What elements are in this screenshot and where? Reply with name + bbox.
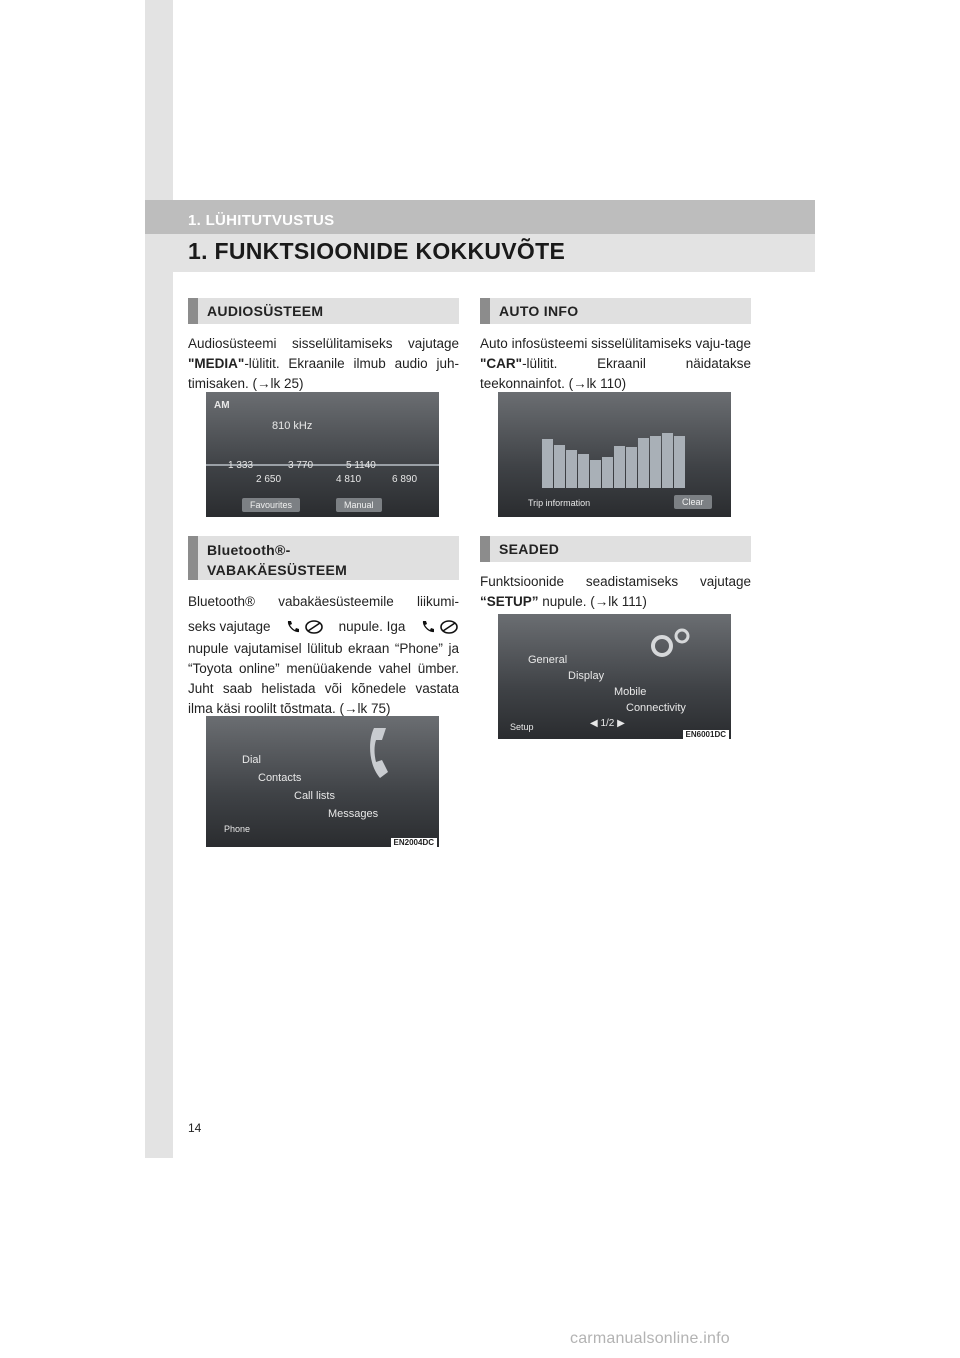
trip-bar (626, 447, 637, 488)
heading-label (207, 540, 347, 580)
section-heading-bluetooth (188, 536, 459, 580)
trip-bar (602, 457, 613, 489)
trip-bar (590, 460, 601, 488)
trip-bar (662, 433, 673, 488)
pager-value: 1/2 (600, 718, 615, 729)
settings-screenshot (498, 614, 731, 739)
settings-paragraph (480, 572, 751, 612)
audio-frequency: 810 kHz (272, 420, 313, 432)
page-side-strip (145, 0, 173, 1158)
auto-info-key: "CAR" (480, 356, 523, 371)
trip-bar (566, 450, 577, 489)
gear-icon (648, 626, 694, 662)
trip-bar (614, 446, 625, 488)
auto-info-screenshot (498, 392, 731, 517)
auto-info-text-b: -lülitit. Ekraanil näidatakse teekonnainfot. (→lk 110) (480, 356, 751, 391)
setup-menu-item: Connectivity (626, 702, 686, 714)
audio-preset: 3 770 (288, 460, 314, 471)
auto-info-paragraph (480, 334, 751, 394)
audio-preset: 4 810 (336, 474, 362, 485)
audio-paragraph (188, 334, 459, 394)
trip-bar (554, 445, 565, 488)
auto-info-text-a: Auto infosüsteemi sisselülitamiseks vaju-tage (480, 336, 751, 351)
phone-switch-icon (285, 619, 324, 635)
bluetooth-paragraph (188, 592, 459, 719)
phone-menu-item: Messages (328, 808, 379, 820)
audio-key: "MEDIA" (188, 356, 245, 371)
heading-marker (188, 298, 198, 324)
trip-info-label: Trip information (528, 498, 591, 508)
section-heading-settings (480, 536, 751, 562)
settings-text-a: Funktsioonide seadistamiseks vajutage (480, 574, 751, 589)
trip-bar (578, 454, 589, 488)
handset-icon (366, 724, 406, 784)
settings-text-b: nupule. (→lk 111) (538, 594, 647, 609)
phone-menu-item: Call lists (294, 790, 335, 802)
trip-bar (542, 439, 553, 488)
audio-screenshot (206, 392, 439, 517)
phone-switch-icon (420, 619, 459, 635)
setup-menu-item: Display (568, 670, 605, 682)
setup-footer-label: Setup (510, 722, 534, 732)
bluetooth-text: nupule. Iga (338, 619, 406, 634)
audio-text-b: -lülitit. Ekraanile ilmub audio juh-timisaken. (→lk 25) (188, 356, 459, 391)
audio-text-a: Audiosüsteemi sisselülitamiseks vajutage (188, 336, 459, 351)
phone-footer-label: Phone (224, 824, 251, 834)
heading-label: SEADED (499, 541, 560, 557)
image-code: EN6001DC (683, 730, 729, 739)
heading-line: VABAKÄESÜSTEEM (207, 562, 348, 578)
bluetooth-line1: Bluetooth® vabakäesüsteemile liikumi- (188, 594, 459, 609)
trip-bar (638, 438, 649, 488)
audio-manual-button: Manual (336, 498, 382, 512)
setup-menu-item: Mobile (614, 686, 647, 698)
chapter-label: 1. LÜHITUTVUSTUS (188, 212, 335, 229)
audio-preset: 5 1140 (346, 460, 376, 471)
bluetooth-screenshot (206, 716, 439, 847)
trip-bar (674, 436, 685, 488)
heading-marker (480, 298, 490, 324)
setup-menu-item: General (528, 654, 568, 666)
trip-clear-button: Clear (674, 495, 712, 509)
heading-line: Bluetooth®- (207, 542, 291, 558)
page-number: 14 (188, 1121, 202, 1135)
audio-favourites-button: Favourites (242, 498, 300, 512)
section-heading-auto-info (480, 298, 751, 324)
audio-band: AM (214, 400, 230, 411)
section-heading-audio (188, 298, 459, 324)
page-title: 1. FUNKTSIOONIDE KOKKUVÕTE (188, 238, 566, 264)
phone-menu-item: Contacts (258, 772, 302, 784)
heading-label: AUDIOSÜSTEEM (207, 303, 324, 319)
setup-pager: ◀ 1/2 ▶ (590, 718, 625, 729)
audio-preset: 2 650 (256, 474, 282, 485)
phone-menu-item: Dial (242, 754, 261, 766)
bluetooth-line2 (188, 617, 459, 637)
bluetooth-text: seks vajutage (188, 619, 271, 634)
heading-marker (480, 536, 490, 562)
heading-marker (188, 536, 198, 580)
settings-key: “SETUP” (480, 594, 539, 609)
heading-label: AUTO INFO (499, 303, 579, 319)
trip-bar (650, 436, 661, 489)
image-code: EN2004DC (391, 838, 437, 847)
audio-preset: 1 333 (228, 460, 254, 471)
watermark: carmanualsonline.info (570, 1330, 730, 1347)
bluetooth-rest: nupule vajutamisel lülitub ekraan “Phone” ja “Toyota online” menüüakende vahel ümber. Juht saab helistada või kõnedele vastata ilma käsi roolilt tõstmata. (→lk 75) (188, 641, 459, 716)
audio-preset: 6 890 (392, 474, 418, 485)
